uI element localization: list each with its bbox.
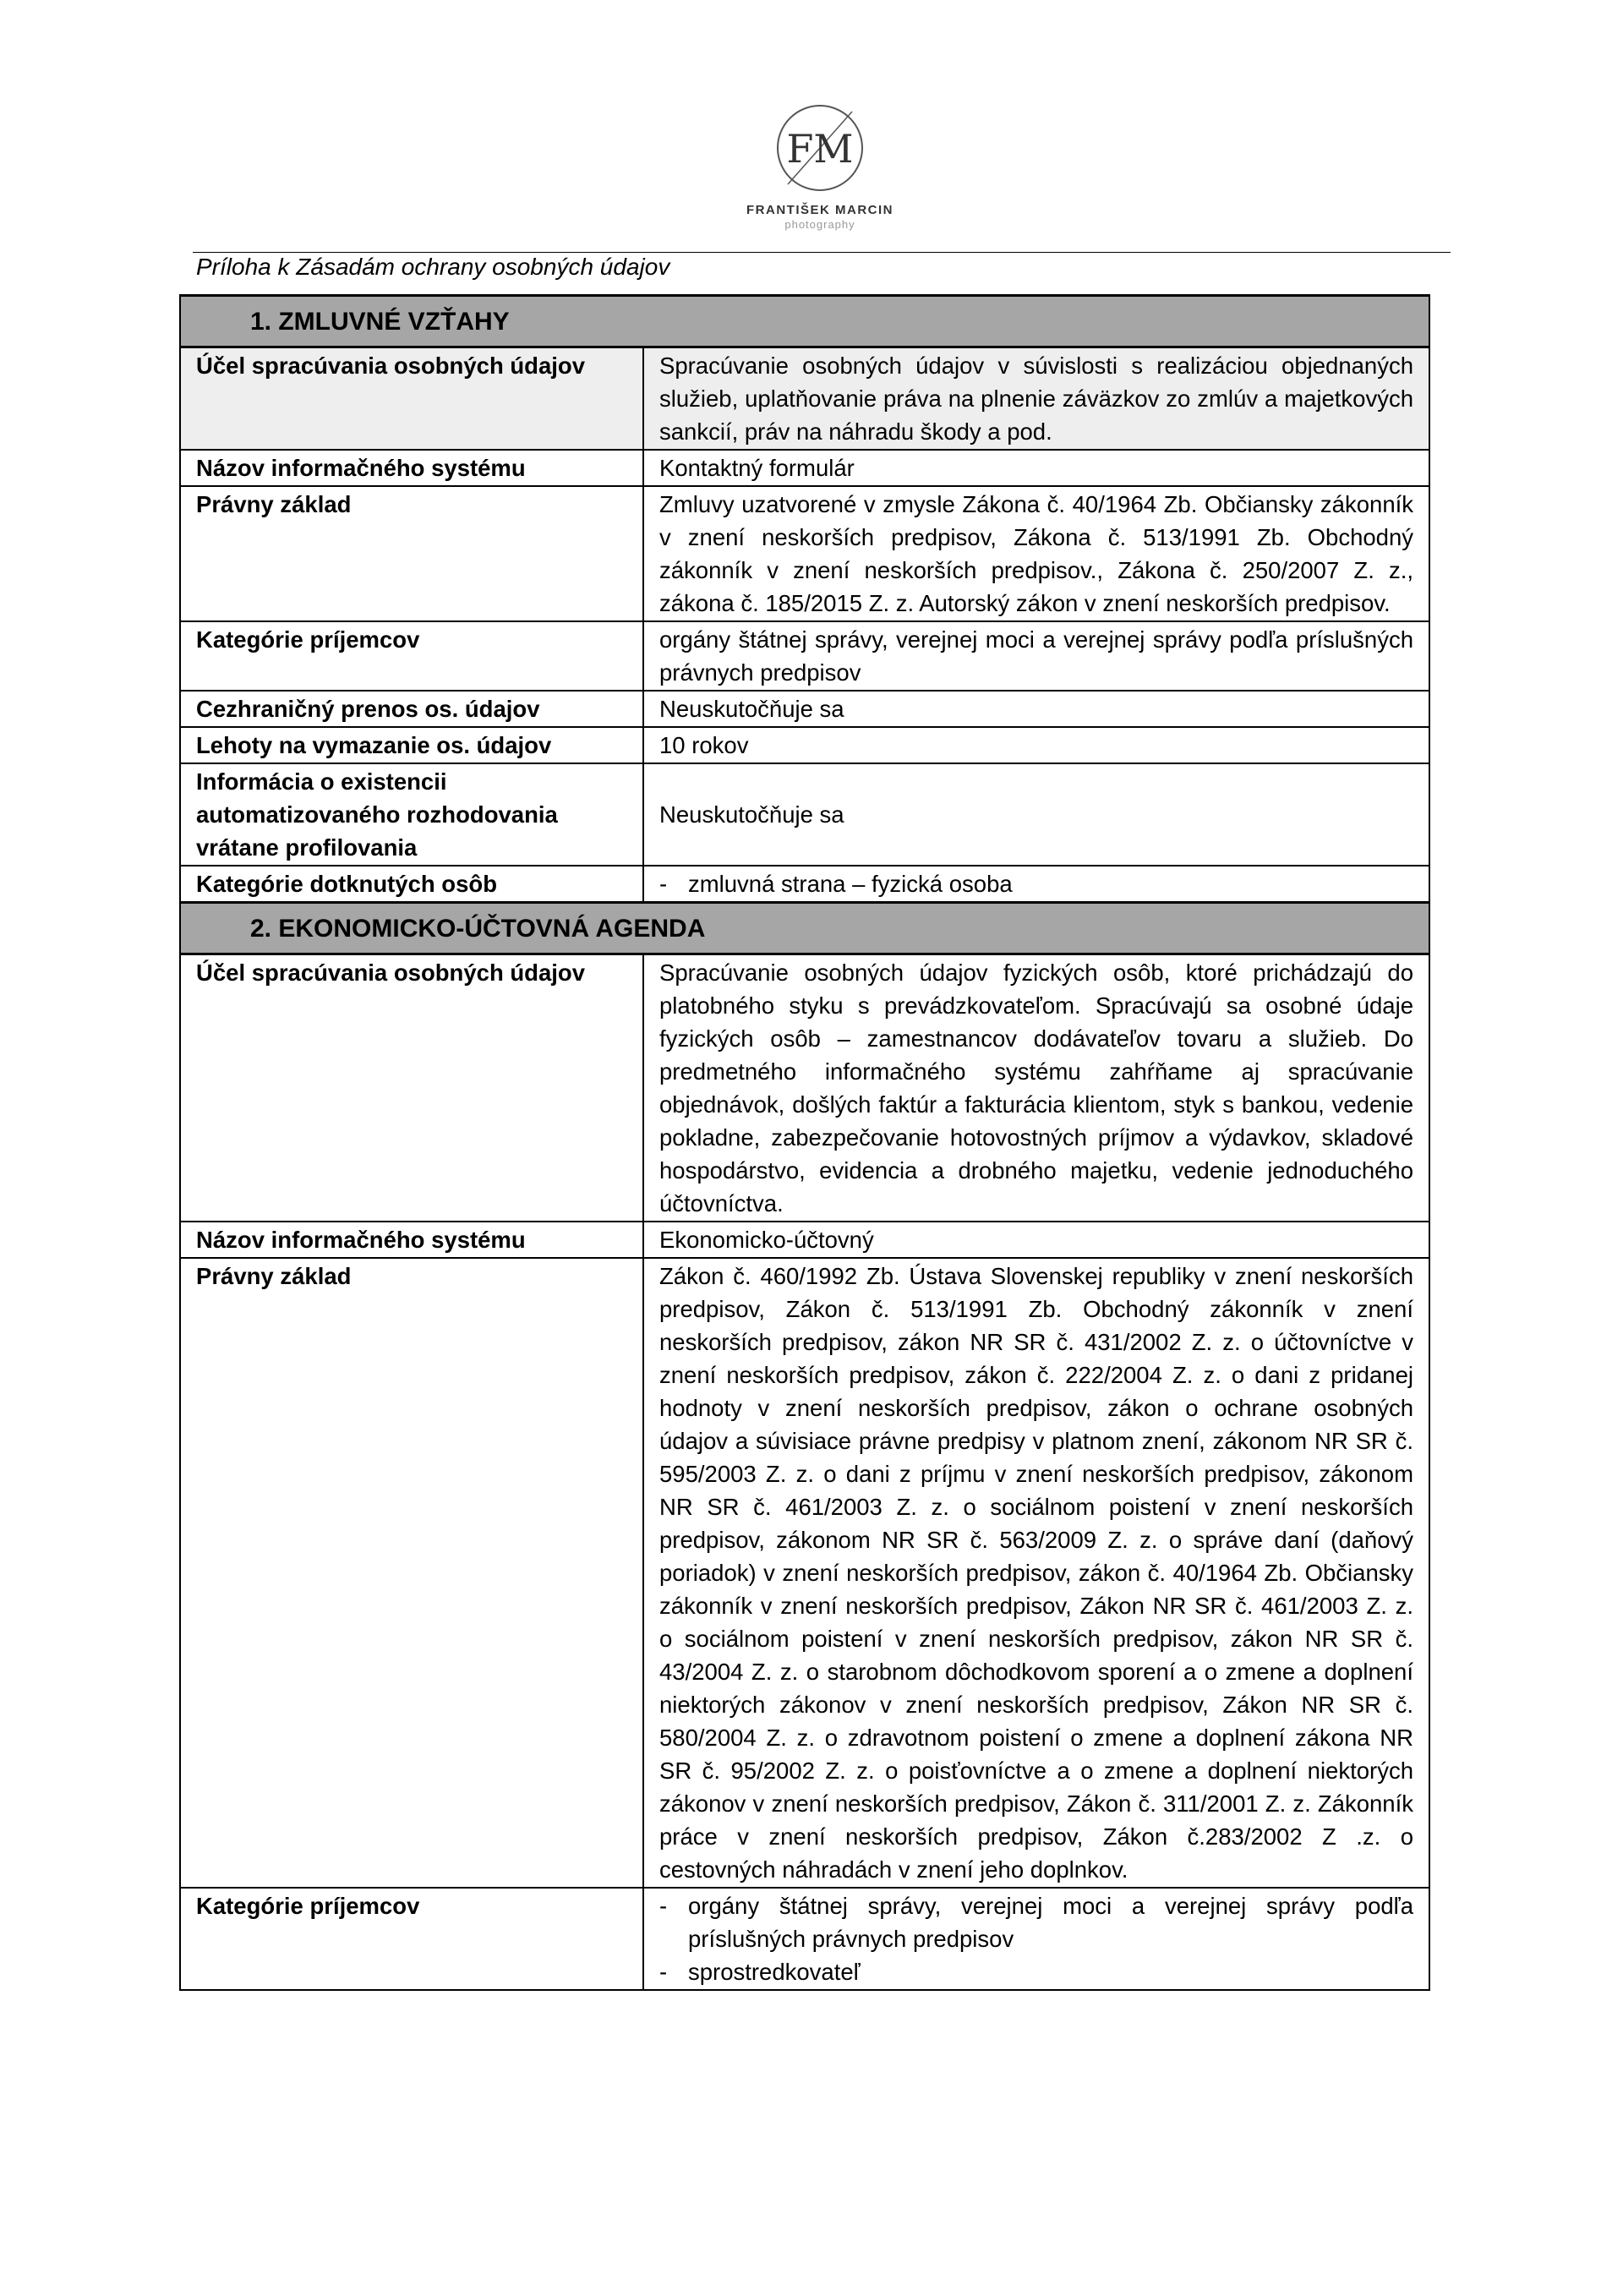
row-label: Kategórie dotknutých osôb [180, 866, 643, 903]
row-value: Ekonomicko-účtovný [643, 1222, 1429, 1258]
table-row [180, 763, 1429, 866]
company-logo [735, 93, 904, 237]
row-value: Kontaktný formulár [643, 450, 1429, 486]
row-value: Zákon č. 460/1992 Zb. Ústava Slovenskej republiky v znení neskorších predpisov, Zákon č. 513/1991 Zb. Obchodný zákonník v znení neskorších predpisov, zákon NR SR č. 431/2002 Z. z. o účtovníctve v znení neskorších predpisov, zákon č. 222/2004 Z. z. o dani z pridanej hodnoty v znení neskorších predpisov, zákon o ochrane osobných údajov a súvisiace právne predpisy v platnom znení, zákonom NR SR č. 595/2003 Z. z. o dani z príjmu v znení neskorších predpisov, zákonom NR SR č. 461/2003 Z. z. o sociálnom poistení v znení neskorších predpisov, zákonom NR SR č. 563/2009 Z. z. o správe daní (daňový poriadok) v znení neskorších predpisov, zákon č. 40/1964 Zb. Občiansky zákonník v znení neskorších predpisov, Zákon NR SR č. 461/2003 Z. z. o sociálnom poistení v znení neskorších predpisov, zákon NR SR č. 43/2004 Z. z. o starobnom dôchodkovom sporení a o zmene a doplnení niektorých zákonov v znení neskorších predpisov, Zákon NR SR č. 580/2004 Z. z. o zdravotnom poistení o zmene a doplnení zákona NR SR č. 95/2002 Z. z. o poisťovníctve a o zmene a doplnení niektorých zákonov v znení neskorších predpisov, Zákon č. 311/2001 Z. z. Zákonník práce v znení neskorších predpisov, Zákon č.283/2002 Z .z. o cestovných náhradách v znení jeho doplnkov. [643, 1258, 1429, 1888]
row-label: Kategórie príjemcov [180, 621, 643, 691]
monogram-circle-icon [735, 93, 904, 203]
list-item-text: orgány štátnej správy, verejnej moci a verejnej správy podľa príslušných právnych predpisov [688, 1893, 1413, 1952]
row-label: Názov informačného systému [180, 1222, 643, 1258]
section-header [180, 296, 1429, 347]
row-value: Spracúvanie osobných údajov v súvislosti s realizáciou objednaných služieb, uplatňovanie práva na plnenie záväzkov zo zmlúv a majetkových sankcií, práv na náhradu škody a pod. [643, 347, 1429, 451]
list-item [659, 867, 1413, 900]
table-row [180, 727, 1429, 763]
row-value: 10 rokov [643, 727, 1429, 763]
row-label: Názov informačného systému [180, 450, 643, 486]
row-label: Právny základ [180, 1258, 643, 1888]
monogram-text: FM [786, 126, 854, 172]
row-label: Účel spracúvania osobných údajov [180, 954, 643, 1222]
logo-name: FRANTIŠEK MARCIN [746, 203, 893, 217]
table-row [180, 347, 1429, 451]
table-row [180, 450, 1429, 486]
row-label: Informácia o existencii automatizovaného rozhodovania vrátane profilovania [180, 763, 643, 866]
list-dash: - [659, 871, 668, 897]
section-title: 2. EKONOMICKO-ÚČTOVNÁ AGENDA [180, 903, 1429, 954]
table-row [180, 691, 1429, 727]
row-value: Zmluvy uzatvorené v zmysle Zákona č. 40/1964 Zb. Občiansky zákonník v znení neskorších predpisov, Zákona č. 513/1991 Zb. Obchodný zákonník v znení neskorších predpisov., Zákona č. 250/2007 Z. z., zákona č. 185/2015 Z. z. Autorský zákon v znení neskorších predpisov. [643, 486, 1429, 621]
list-dash: - [659, 1893, 668, 1919]
row-value: Neuskutočňuje sa [643, 763, 1429, 866]
row-value [643, 866, 1429, 903]
table-row [180, 1888, 1429, 1990]
processing-records-table [179, 294, 1430, 1991]
row-label: Kategórie príjemcov [180, 1888, 643, 1990]
row-label: Právny základ [180, 486, 643, 621]
list-item [659, 1889, 1413, 1955]
row-label: Lehoty na vymazanie os. údajov [180, 727, 643, 763]
row-value: Spracúvanie osobných údajov fyzických osôb, ktoré prichádzajú do platobného styku s prevádzkovateľom. Spracúvajú sa osobné údaje fyzických osôb – zamestnancov dodávateľov tovaru a služieb. Do predmetného informačného systému zahŕňame aj spracúvanie objednávok, došlých faktúr a fakturácia klientom, styk s bankou, vedenie pokladne, zabezpečovanie hotovostných príjmov a výdavkov, skladové hospodárstvo, evidencia a drobného majetku, vedenie jednoduchého účtovníctva. [643, 954, 1429, 1222]
section-title: 1. ZMLUVNÉ VZŤAHY [180, 296, 1429, 347]
row-label: Účel spracúvania osobných údajov [180, 347, 643, 451]
table-row [180, 621, 1429, 691]
row-label: Cezhraničný prenos os. údajov [180, 691, 643, 727]
row-value: Neuskutočňuje sa [643, 691, 1429, 727]
list-item [659, 1955, 1413, 1988]
list-item-text: zmluvná strana – fyzická osoba [688, 871, 1013, 897]
table-row [180, 486, 1429, 621]
document-header: Príloha k Zásadám ochrany osobných údajov [196, 254, 670, 280]
table-row [180, 954, 1429, 1222]
list-dash: - [659, 1959, 668, 1985]
table-row [180, 1222, 1429, 1258]
row-value [643, 1888, 1429, 1990]
section-header [180, 903, 1429, 954]
row-value: orgány štátnej správy, verejnej moci a verejnej správy podľa príslušných právnych predpisov [643, 621, 1429, 691]
table-row [180, 1258, 1429, 1888]
logo-subtitle: photography [784, 218, 855, 231]
list-item-text: sprostredkovateľ [688, 1959, 861, 1985]
table-row [180, 866, 1429, 903]
